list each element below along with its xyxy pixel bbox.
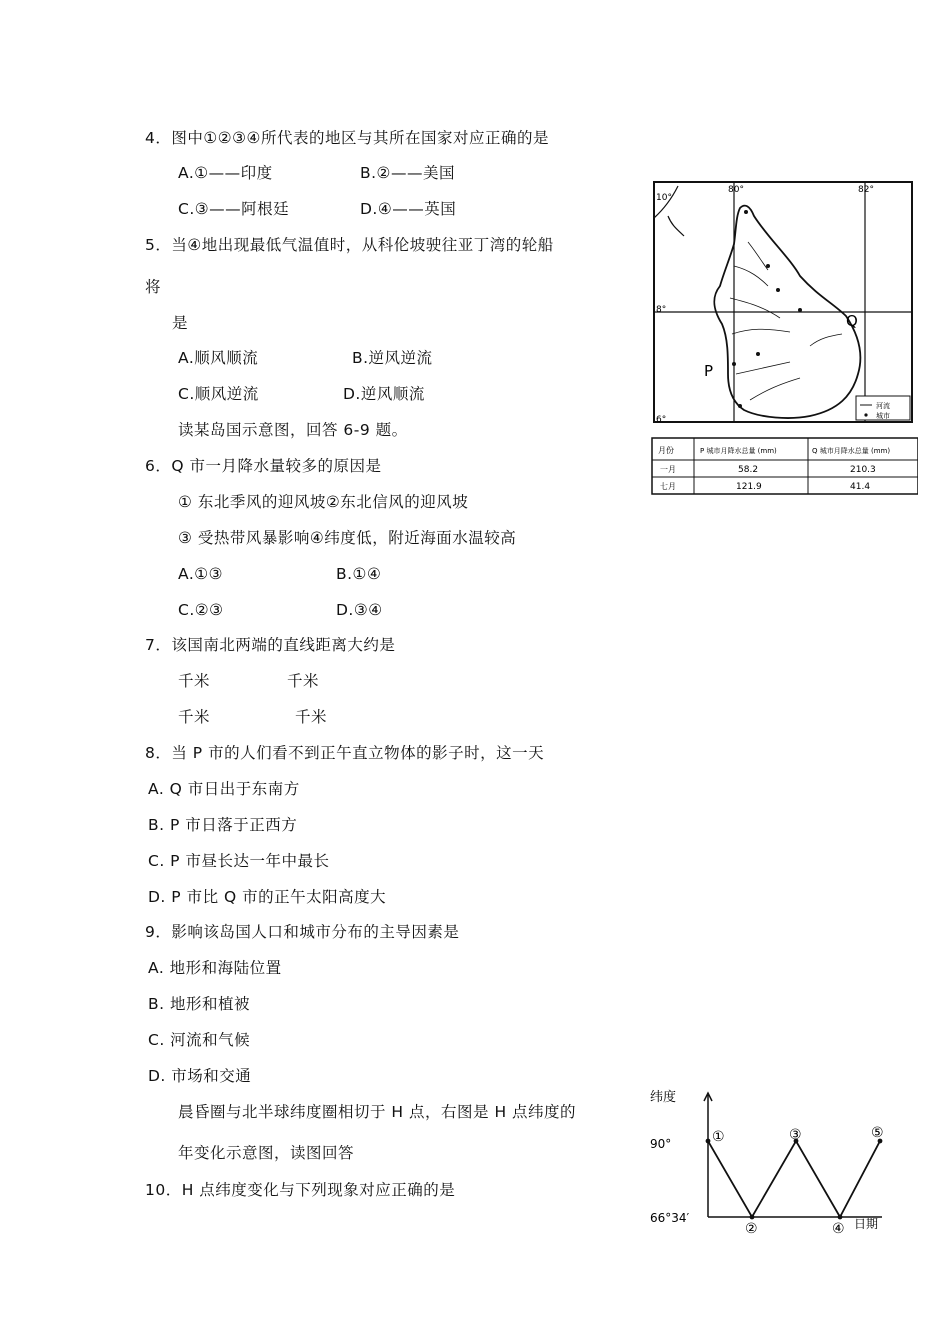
- map-city: [756, 352, 760, 356]
- q7-option-d[interactable]: 千米: [295, 708, 328, 726]
- map-rivers: [730, 242, 842, 400]
- q7-option-b[interactable]: 千米: [287, 672, 320, 690]
- q8-option-d[interactable]: D. P 市比 Q 市的正午太阳高度大: [148, 888, 387, 906]
- map-lat-bottom: 6°: [656, 415, 667, 425]
- q8-option-b[interactable]: B. P 市日落于正西方: [148, 816, 298, 834]
- q7-stem: 7．该国南北两端的直线距离大约是: [145, 636, 396, 654]
- intro-6-9: 读某岛国示意图，回答 6-9 题。: [178, 421, 408, 439]
- map-city-p: [732, 362, 736, 366]
- map-frame: [654, 182, 912, 422]
- q5-stem-cont: 将: [145, 278, 162, 296]
- graph-point: [750, 1215, 755, 1220]
- table-cell-month: 七月: [660, 482, 676, 491]
- map-city: [738, 404, 742, 408]
- map-label-q: Q: [846, 312, 858, 330]
- table-header-p: P 城市月降水总量 (mm): [700, 447, 777, 455]
- map-lon-right: 82°: [858, 185, 874, 195]
- q4-stem: 4．图中①②③④所代表的地区与其所在国家对应正确的是: [145, 129, 549, 147]
- q6-stem: 6．Q 市一月降水量较多的原因是: [145, 457, 382, 475]
- table-header-month: 月份: [658, 446, 674, 455]
- q4-option-a[interactable]: A.①——印度: [178, 164, 273, 182]
- q4-option-d[interactable]: D.④——英国: [360, 200, 457, 218]
- q6-option-b[interactable]: B.①④: [336, 565, 382, 583]
- map-lon-left: 80°: [728, 185, 744, 195]
- legend-city-icon: [864, 413, 867, 416]
- table-cell-month: 一月: [660, 465, 676, 474]
- q7-option-a[interactable]: 千米: [178, 672, 211, 690]
- q6-option-c[interactable]: C.②③: [178, 601, 224, 619]
- q4-option-b[interactable]: B.②——美国: [360, 164, 455, 182]
- map-lat-mid: 8°: [656, 305, 667, 315]
- intro-10-line2: 年变化示意图，读图回答: [178, 1144, 355, 1162]
- table-cell-p: 58.2: [738, 465, 759, 475]
- q9-option-b[interactable]: B. 地形和植被: [148, 995, 250, 1013]
- table-header-q: Q 城市月降水总量 (mm): [812, 447, 891, 455]
- graph-point-label: ④: [832, 1221, 845, 1235]
- q8-option-a[interactable]: A. Q 市日出于东南方: [148, 780, 300, 798]
- q4-option-c[interactable]: C.③——阿根廷: [178, 200, 290, 218]
- legend-river-label: 河流: [876, 402, 890, 410]
- q9-option-d[interactable]: D. 市场和交通: [148, 1067, 252, 1085]
- q9-stem: 9．影响该岛国人口和城市分布的主导因素是: [145, 923, 460, 941]
- q7-option-c[interactable]: 千米: [178, 708, 211, 726]
- q5-option-d[interactable]: D.逆风顺流: [343, 385, 425, 403]
- q8-stem: 8．当 P 市的人们看不到正午直立物体的影子时，这一天: [145, 744, 545, 762]
- graph-tick-high: 90°: [650, 1137, 672, 1151]
- map-city: [776, 288, 780, 292]
- h-latitude-graph: [650, 1085, 900, 1235]
- q5-option-b[interactable]: B.逆风逆流: [352, 349, 433, 367]
- graph-point-label: ③: [789, 1127, 802, 1143]
- island-map-figure: [650, 178, 918, 498]
- map-city: [744, 210, 748, 214]
- graph-tick-low: 66°34′: [650, 1211, 690, 1225]
- q5-option-a[interactable]: A.顺风顺流: [178, 349, 259, 367]
- q9-option-c[interactable]: C. 河流和气候: [148, 1031, 251, 1049]
- q6-reason-line2: ③ 受热带风暴影响④纬度低，附近海面水温较高: [178, 529, 517, 547]
- map-lat-top: 10°: [656, 193, 672, 203]
- graph-point: [706, 1139, 711, 1144]
- q6-reason-line1: ① 东北季风的迎风坡②东北信风的迎风坡: [178, 493, 469, 511]
- table-cell-q: 210.3: [850, 465, 876, 475]
- table-cell-p: 121.9: [736, 482, 762, 492]
- graph-point: [838, 1215, 843, 1220]
- map-city: [766, 264, 770, 268]
- q8-option-c[interactable]: C. P 市昼长达一年中最长: [148, 852, 330, 870]
- map-label-p: P: [704, 362, 714, 380]
- q10-stem: 10．H 点纬度变化与下列现象对应正确的是: [145, 1181, 456, 1199]
- graph-ylabel: 纬度: [650, 1090, 677, 1105]
- graph-point-label: ⑤: [871, 1125, 884, 1141]
- q5-stem: 5．当④地出现最低气温值时，从科伦坡驶往亚丁湾的轮船: [145, 236, 554, 254]
- q9-option-a[interactable]: A. 地形和海陆位置: [148, 959, 282, 977]
- intro-10-line1: 晨昏圈与北半球纬度圈相切于 H 点，右图是 H 点纬度的: [178, 1103, 577, 1121]
- precip-table: [652, 438, 918, 494]
- q5-stem-cont2: 是: [172, 314, 189, 332]
- q6-option-a[interactable]: A.①③: [178, 565, 224, 583]
- legend-city-label: 城市: [876, 412, 890, 420]
- graph-point-label: ②: [745, 1221, 758, 1235]
- graph-xlabel: 日期: [854, 1217, 879, 1231]
- graph-line: [708, 1141, 880, 1217]
- table-cell-q: 41.4: [850, 482, 871, 492]
- graph-point-label: ①: [712, 1129, 725, 1145]
- q5-option-c[interactable]: C.顺风逆流: [178, 385, 259, 403]
- map-city-q: [798, 308, 802, 312]
- q6-option-d[interactable]: D.③④: [336, 601, 383, 619]
